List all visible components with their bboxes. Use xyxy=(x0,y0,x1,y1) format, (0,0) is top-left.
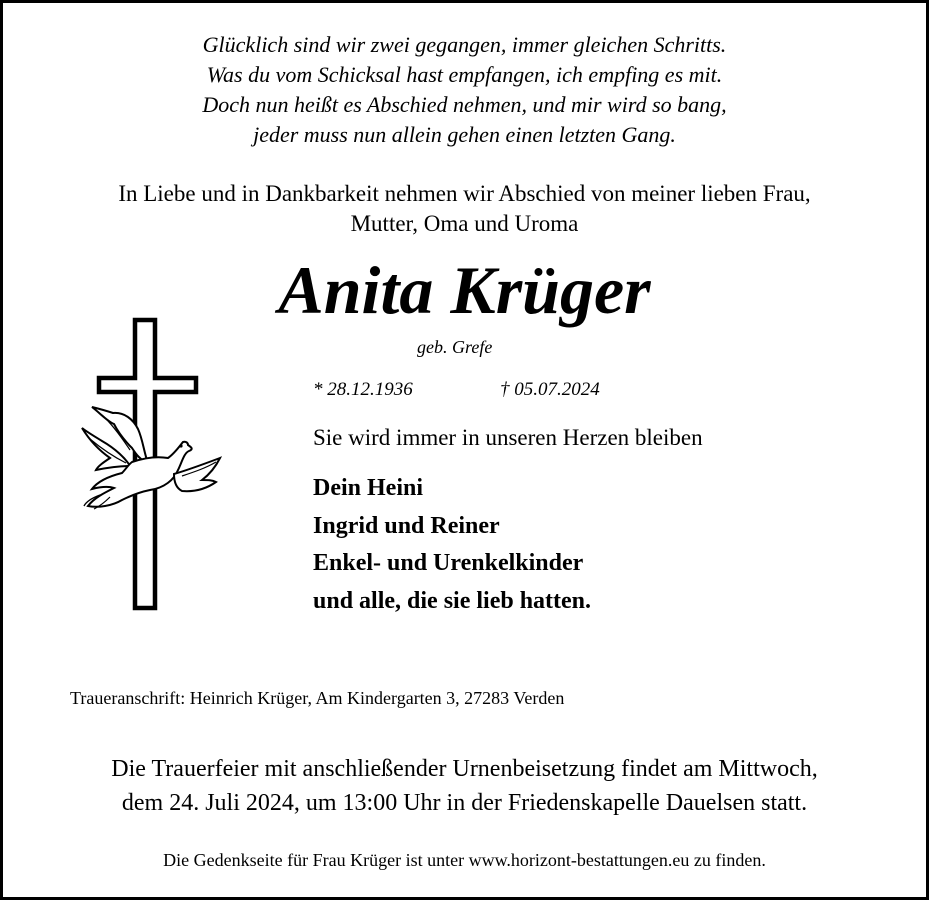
poem-line: jeder muss nun allein gehen einen letzten Gang. xyxy=(253,122,676,147)
memorial-website-note: Die Gedenkseite für Frau Krüger ist unter www.horizont-bestattungen.eu zu finden. xyxy=(163,850,766,870)
birth-date: * 28.12.1936 xyxy=(313,379,413,400)
service-announcement xyxy=(0,752,929,820)
cross-dove-emblem xyxy=(70,310,240,620)
mourner-line: Ingrid und Reiner xyxy=(313,512,500,539)
mourning-address: Traueranschrift: Heinrich Krüger, Am Kindergarten 3, 27283 Verden xyxy=(70,688,565,708)
poem-line: Was du vom Schicksal hast empfangen, ich empfing es mit. xyxy=(206,62,723,87)
poem-line: Glücklich sind wir zwei gegangen, immer gleichen Schritts. xyxy=(202,32,727,57)
mourner-line: Enkel- und Urenkelkinder xyxy=(313,550,584,576)
intro-text xyxy=(0,179,929,239)
deceased-name: Anita Krüger xyxy=(278,252,651,328)
mourners-list xyxy=(313,470,591,620)
poem-line: Doch nun heißt es Abschied nehmen, und mir wird so bang, xyxy=(202,92,727,117)
mourner-line: und alle, die sie lieb hatten. xyxy=(313,587,592,614)
poem xyxy=(0,30,929,150)
memory-line: Sie wird immer in unseren Herzen bleiben xyxy=(313,425,703,450)
service-line: dem 24. Juli 2024, um 13:00 Uhr in der Friedenskapelle Dauelsen statt. xyxy=(121,790,808,816)
intro-line: In Liebe und in Dankbarkeit nehmen wir Abschied von meiner lieben Frau, xyxy=(118,181,811,206)
intro-line: Mutter, Oma und Uroma xyxy=(350,211,579,236)
death-date: † 05.07.2024 xyxy=(500,379,600,400)
mourner-line: Dein Heini xyxy=(313,475,424,501)
maiden-name: geb. Grefe xyxy=(417,337,493,357)
service-line: Die Trauerfeier mit anschließender Urnenbeisetzung findet am Mittwoch, xyxy=(111,756,818,782)
